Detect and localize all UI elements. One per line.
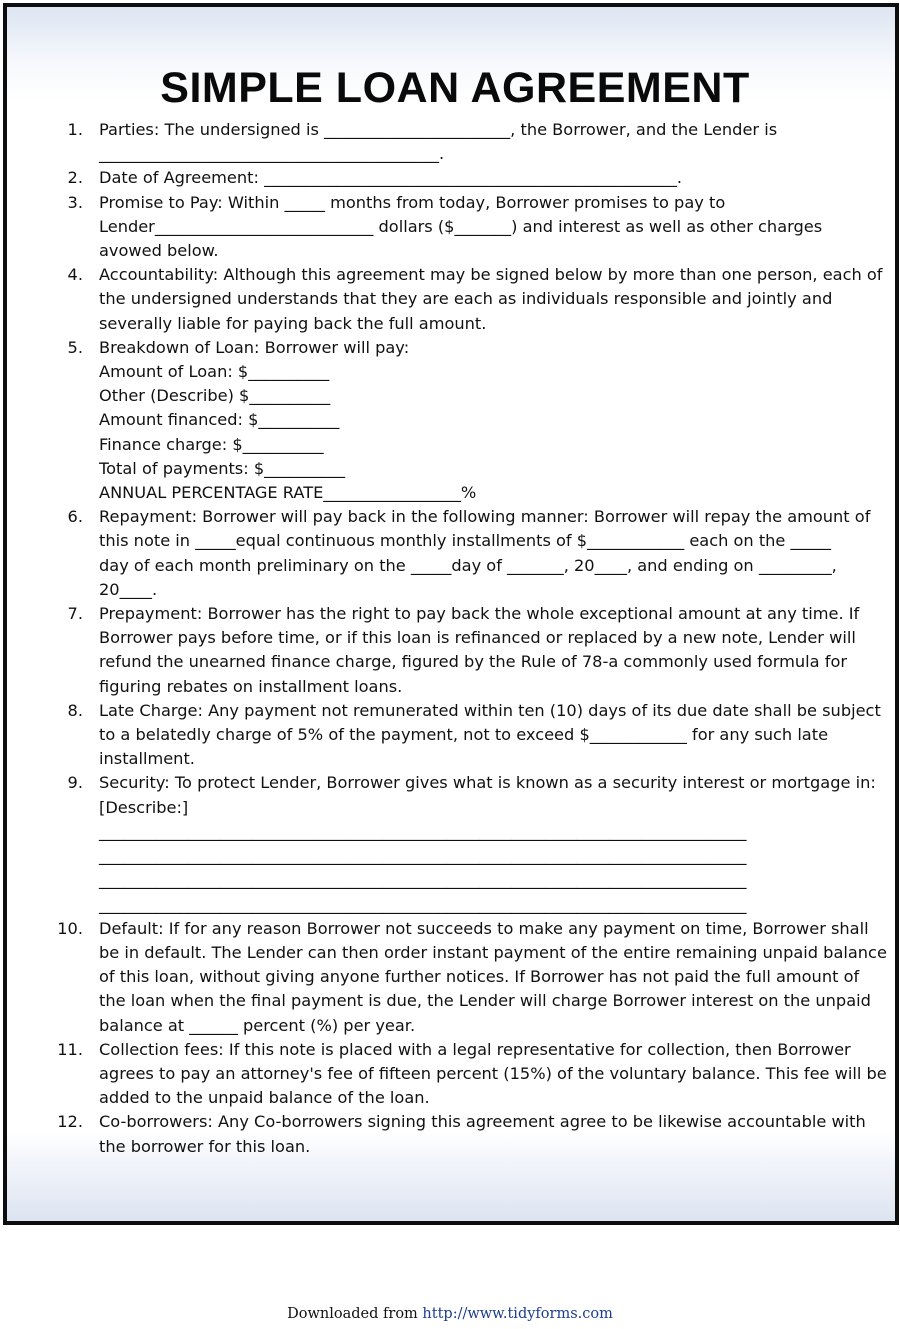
clause-text-line: Security: To protect Lender, Borrower gives what is known as a security interest or mortgage in: xyxy=(99,773,876,793)
clause-text-line: Collection fees: If this note is placed with a legal representative for collection, then Borrower xyxy=(99,1039,851,1059)
clause-text-line: be in default. The Lender can then order instant payment of the entire remaining unpaid balance xyxy=(99,942,887,962)
clause-text-line: severally liable for paying back the full amount. xyxy=(99,313,487,333)
clause-text-line: added to the unpaid balance of the loan. xyxy=(99,1088,430,1108)
clause-text-line: Finance charge: $__________ xyxy=(99,434,324,454)
clause-text-line: Parties: The undersigned is _______________________, the Borrower, and the Lender is xyxy=(99,120,778,139)
clause-text-line: __________________________________________. xyxy=(99,144,445,164)
clause-item xyxy=(7,602,889,699)
clause-text-line: ________________________________________________________________________________ xyxy=(99,894,747,914)
clause-number: 7. xyxy=(67,604,83,624)
clause-text-line: Late Charge: Any payment not remunerated within ten (10) days of its due date shall be subject xyxy=(99,700,881,720)
clause-text-line: Default: If for any reason Borrower not succeeds to make any payment on time, Borrower shall xyxy=(99,918,869,938)
clause-text-line: Other (Describe) $__________ xyxy=(99,386,331,406)
clause-text-line: Amount financed: $__________ xyxy=(99,410,340,430)
clause-number: 11. xyxy=(57,1039,83,1059)
clause-text-line: avowed below. xyxy=(99,241,219,261)
clause-text-line: ANNUAL PERCENTAGE RATE_________________% xyxy=(99,483,477,503)
clause-item xyxy=(7,771,889,916)
clause-item xyxy=(7,1110,889,1158)
clause-text-line: [Describe:] xyxy=(99,797,189,817)
clause-text-line: the undersigned understands that they are each as individuals responsible and jointly and xyxy=(99,289,833,309)
clause-number: 6. xyxy=(67,507,83,527)
clause-number: 1. xyxy=(67,120,83,139)
clause-number: 8. xyxy=(67,700,83,720)
clause-text-line: to a belatedly charge of 5% of the payment, not to exceed $____________ for any such late xyxy=(99,725,829,745)
clause-number: 4. xyxy=(67,265,83,285)
clause-item xyxy=(7,1038,889,1111)
clause-item xyxy=(7,263,889,336)
document-frame xyxy=(3,3,899,1225)
clause-text-line: Lender___________________________ dollars ($_______) and interest as well as other charges xyxy=(99,216,823,236)
clause-number: 10. xyxy=(57,918,83,938)
clause-text-line: this note in _____equal continuous monthly installments of $____________ each on the _____ xyxy=(99,531,832,551)
clause-text-line: Promise to Pay: Within _____ months from today, Borrower promises to pay to xyxy=(99,192,726,212)
clause-text-line: Total of payments: $__________ xyxy=(99,458,346,478)
clause-text-line: day of each month preliminary on the _____day of _______, 20____, and ending on _________, xyxy=(99,555,837,575)
clause-text-line: ________________________________________________________________________________ xyxy=(99,846,747,866)
clause-item xyxy=(7,118,889,166)
clause-number: 5. xyxy=(67,337,83,357)
clause-text-line: Amount of Loan: $__________ xyxy=(99,362,330,382)
clause-text-line: the loan when the final payment is due, the Lender will charge Borrower interest on the unpaid xyxy=(99,991,871,1011)
clause-text-line: Accountability: Although this agreement may be signed below by more than one person, each of xyxy=(99,265,883,285)
clause-number: 2. xyxy=(67,168,83,188)
clause-item xyxy=(7,191,889,264)
clause-text-line: installment. xyxy=(99,749,195,769)
clause-number: 3. xyxy=(67,192,83,212)
clause-item xyxy=(7,917,889,1038)
clause-item xyxy=(7,336,889,505)
footer xyxy=(0,1306,900,1322)
clause-item xyxy=(7,505,889,602)
clause-text-line: balance at ______ percent (%) per year. xyxy=(99,1015,416,1035)
clause-text-line: Borrower pays before time, or if this loan is refinanced or replaced by a new note, Lender will xyxy=(99,628,856,648)
footer-link[interactable]: http://www.tidyforms.com xyxy=(422,1306,613,1322)
clause-item xyxy=(7,166,889,190)
clause-text-line: 20____. xyxy=(99,579,158,599)
clause-text-line: the borrower for this loan. xyxy=(99,1136,311,1156)
clause-item xyxy=(7,699,889,772)
clause-text-line: Repayment: Borrower will pay back in the following manner: Borrower will repay the amount of xyxy=(99,507,871,527)
clause-number: 9. xyxy=(67,773,83,793)
clause-text-line: Breakdown of Loan: Borrower will pay: xyxy=(99,337,410,357)
clause-text-line: agrees to pay an attorney's fee of fifteen percent (15%) of the voluntary balance. This fee will be xyxy=(99,1063,887,1083)
clause-list xyxy=(7,118,900,1159)
clause-text-line: Prepayment: Borrower has the right to pay back the whole exceptional amount at any time. If xyxy=(99,604,860,624)
footer-prefix: Downloaded from xyxy=(287,1306,423,1322)
document-title: SIMPLE LOAN AGREEMENT xyxy=(160,64,750,112)
clause-text-line: ________________________________________________________________________________ xyxy=(99,870,747,890)
clause-text-line: Co-borrowers: Any Co-borrowers signing this agreement agree to be likewise accountable with xyxy=(99,1112,866,1132)
clause-text-line: Date of Agreement: ___________________________________________________. xyxy=(99,168,683,188)
clause-text-line: figuring rebates on installment loans. xyxy=(99,676,403,696)
clause-text-line: of this loan, without giving anyone further notices. If Borrower has not paid the full amount of xyxy=(99,967,860,987)
clause-number: 12. xyxy=(57,1112,83,1132)
clause-text-line: ________________________________________________________________________________ xyxy=(99,821,747,841)
clause-text-line: refund the unearned finance charge, figured by the Rule of 78-a commonly used formula for xyxy=(99,652,848,672)
